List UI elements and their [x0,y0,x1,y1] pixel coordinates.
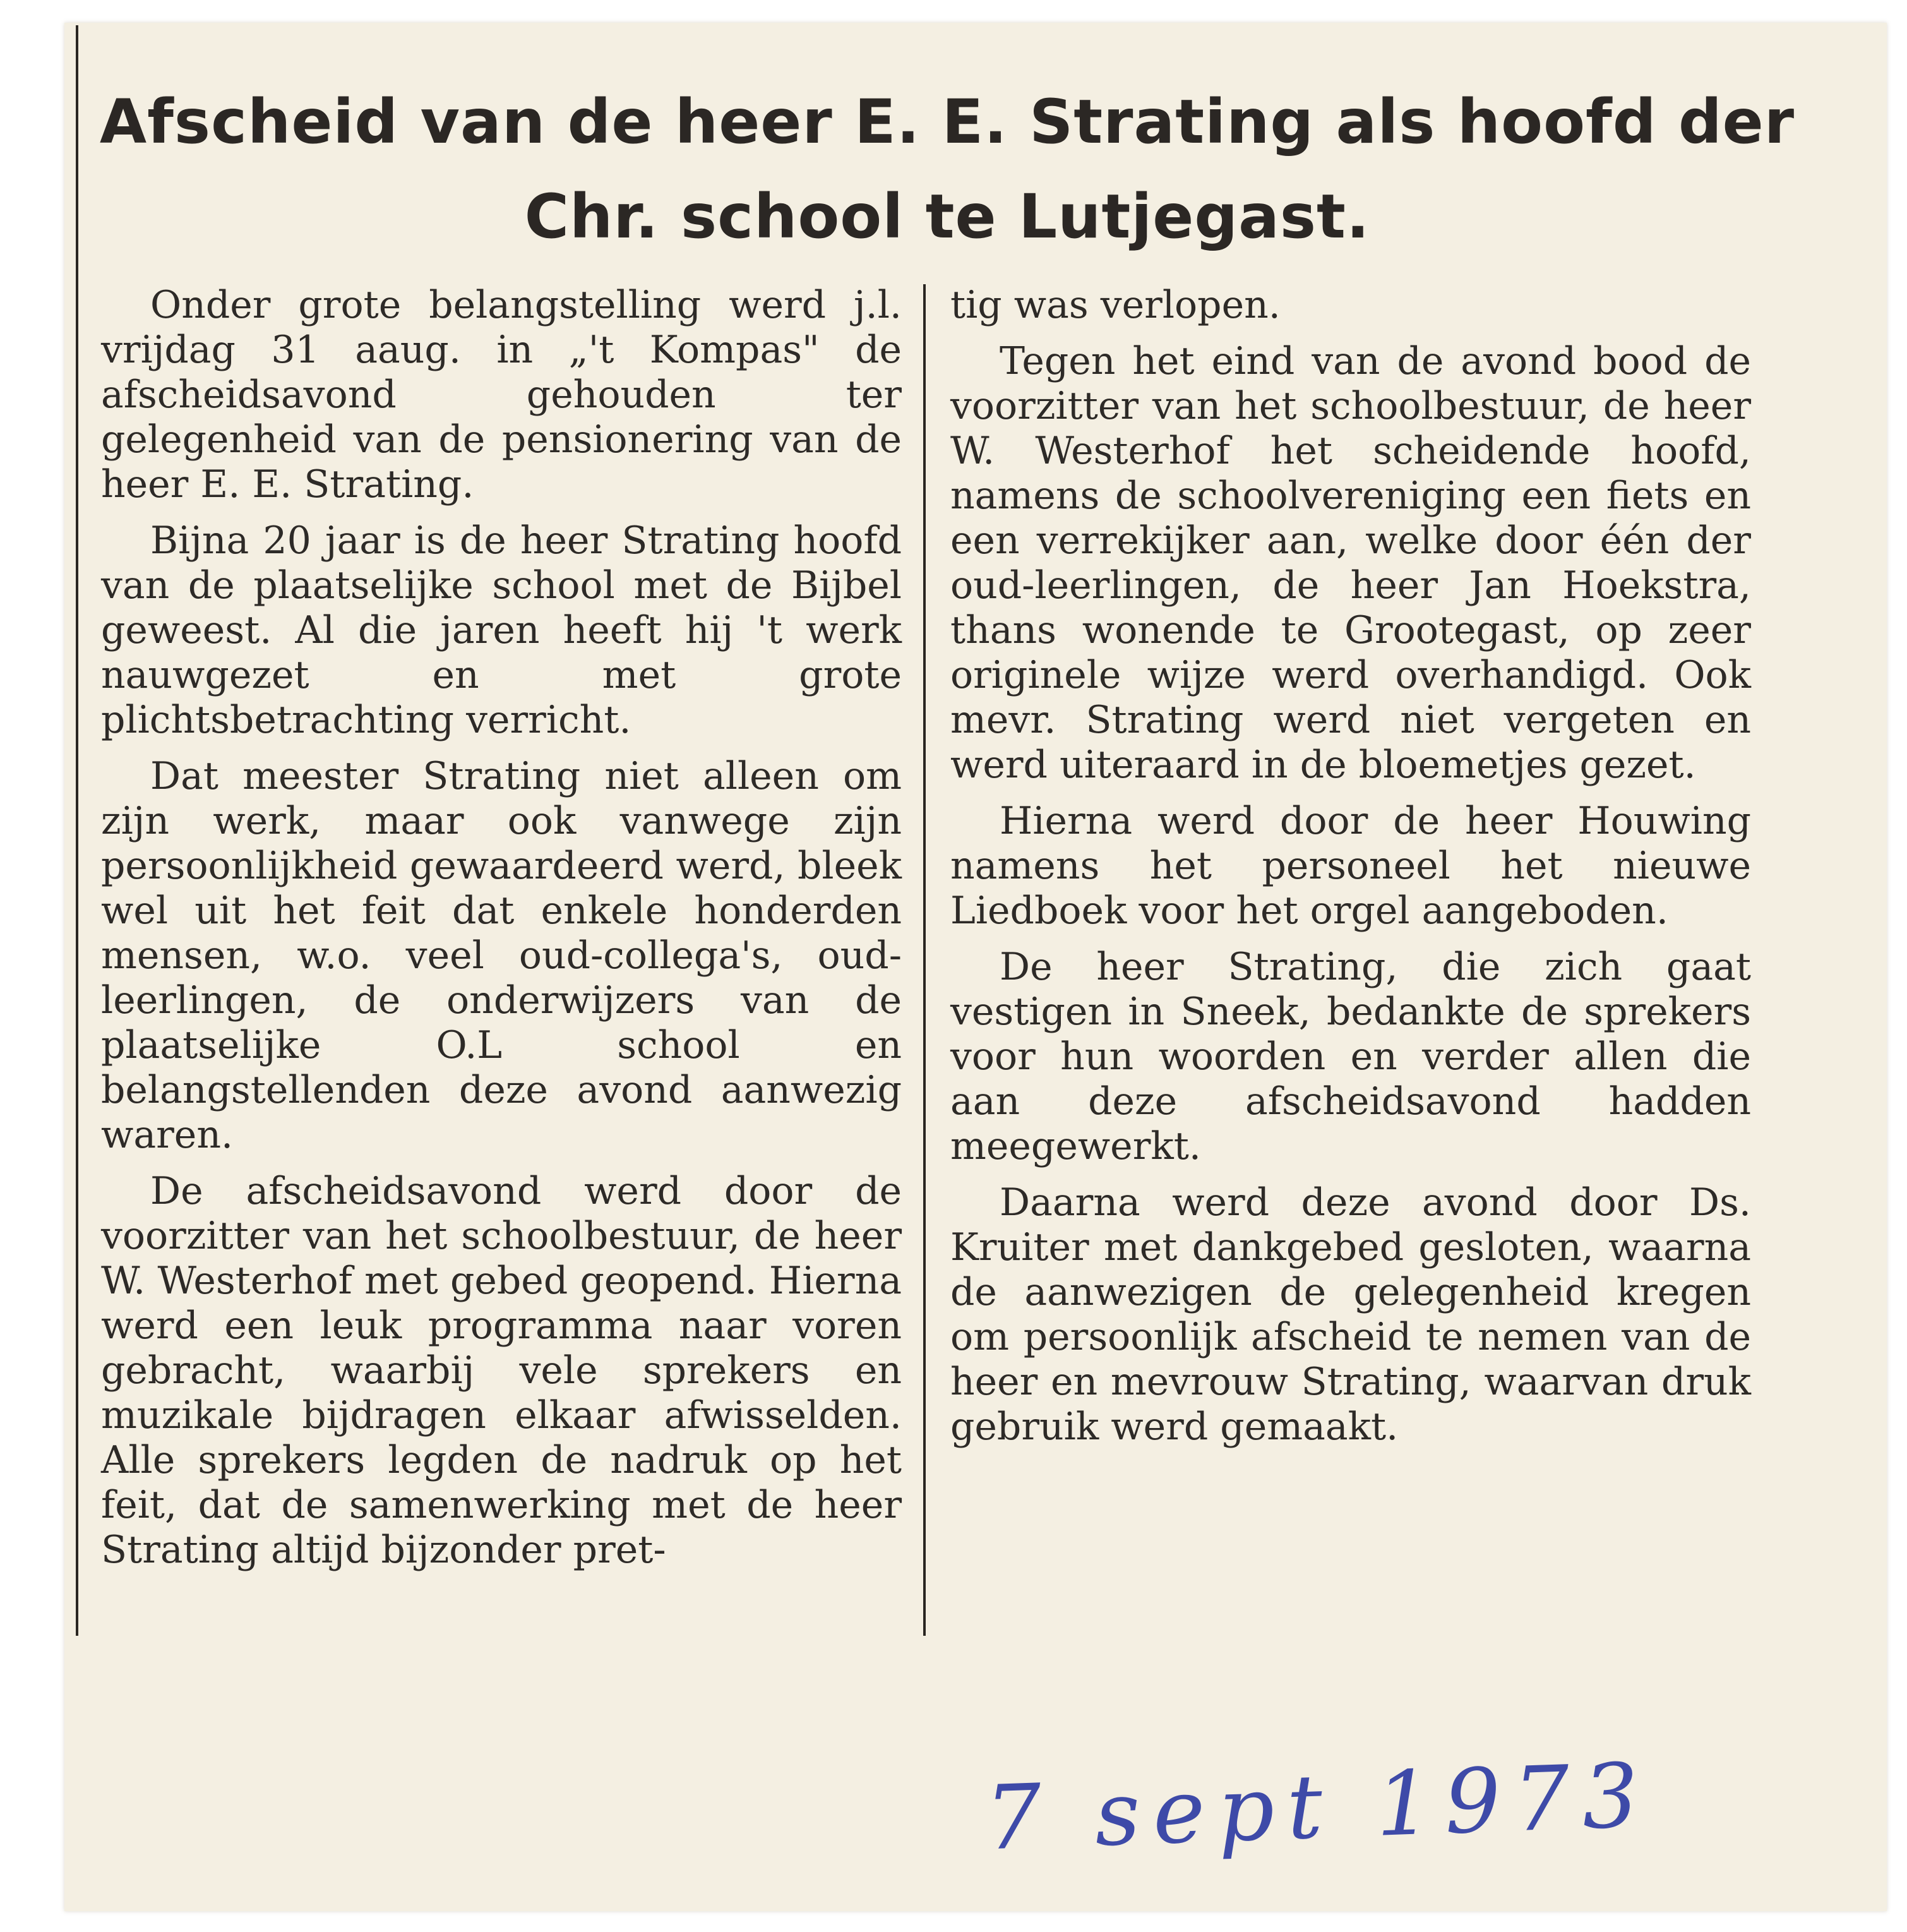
paragraph: Hierna werd door de heer Houwing namens het personeel het nieuwe Liedboek voor het orgel aangeboden. [950,799,1751,933]
column-rule-middle [923,284,926,1636]
paragraph: Onder grote belangstelling werd j.l. vrijdag 31 aaug. in „'t Kompas" de afscheidsavond gehouden ter gelegenheid van de pensionering van de heer E. E. Strating. [101,283,902,507]
paragraph: De afscheidsavond werd door de voorzitter van het schoolbestuur, de heer W. Westerhof met gebed geopend. Hierna werd een leuk programma naar voren gebracht, waarbij vele sprekers en muzikale bijdragen elkaar afwisselden. Alle sprekers legden de nadruk op het feit, dat de samenwerking met de heer Strating altijd bijzonder pret- [101,1169,902,1572]
paragraph-continuation: tig was verlopen. [950,283,1281,327]
paragraph: Tegen het eind van de avond bood de voorzitter van het schoolbestuur, de heer W. Westerhof het scheidende hoofd, namens de schoolvereniging een fiets en een verrekijker aan, welke door één der oud-leerlingen, de heer Jan Hoekstra, thans wonende te Grootegast, op zeer originele wijze werd overhandigd. Ook mevr. Strating werd niet vergeten en werd uiteraard in de bloemetjes gezet. [950,339,1751,787]
handwritten-date: 7 sept 1973 [983,1744,1653,1871]
column-rule-left [76,284,78,1636]
article-column-right [950,283,1751,1461]
paragraph: De heer Strating, die zich gaat vestigen in Sneek, bedankte de sprekers voor hun woorden en verder allen die aan deze afscheidsavond hadden meegewerkt. [950,945,1751,1168]
paragraph: Daarna werd deze avond door Ds. Kruiter met dankgebed gesloten, waarna de aanwezigen de gelegenheid kregen om persoonlijk afscheid te nemen van de heer en mevrouw Strating, waarvan druk gebruik werd gemaakt. [950,1180,1751,1449]
paragraph: Dat meester Strating niet alleen om zijn werk, maar ook vanwege zijn persoonlijkheid gewaardeerd werd, bleek wel uit het feit dat enkele honderden mensen, w.o. veel oud-collega's, oud-leerlingen, de onderwijzers van de plaatselijke O.L school en belangstellenden deze avond aanwezig waren. [101,754,902,1157]
paragraph: Bijna 20 jaar is de heer Strating hoofd van de plaatselijke school met de Bijbel geweest. Al die jaren heeft hij 't werk nauwgezet en met grote plichtsbetrachting verricht. [101,519,902,742]
clipping-border-rule [76,25,78,284]
article-column-left [101,283,902,1584]
article-headline: Afscheid van de heer E. E. Strating als hoofd der Chr. school te Lutjegast. [99,87,1795,252]
